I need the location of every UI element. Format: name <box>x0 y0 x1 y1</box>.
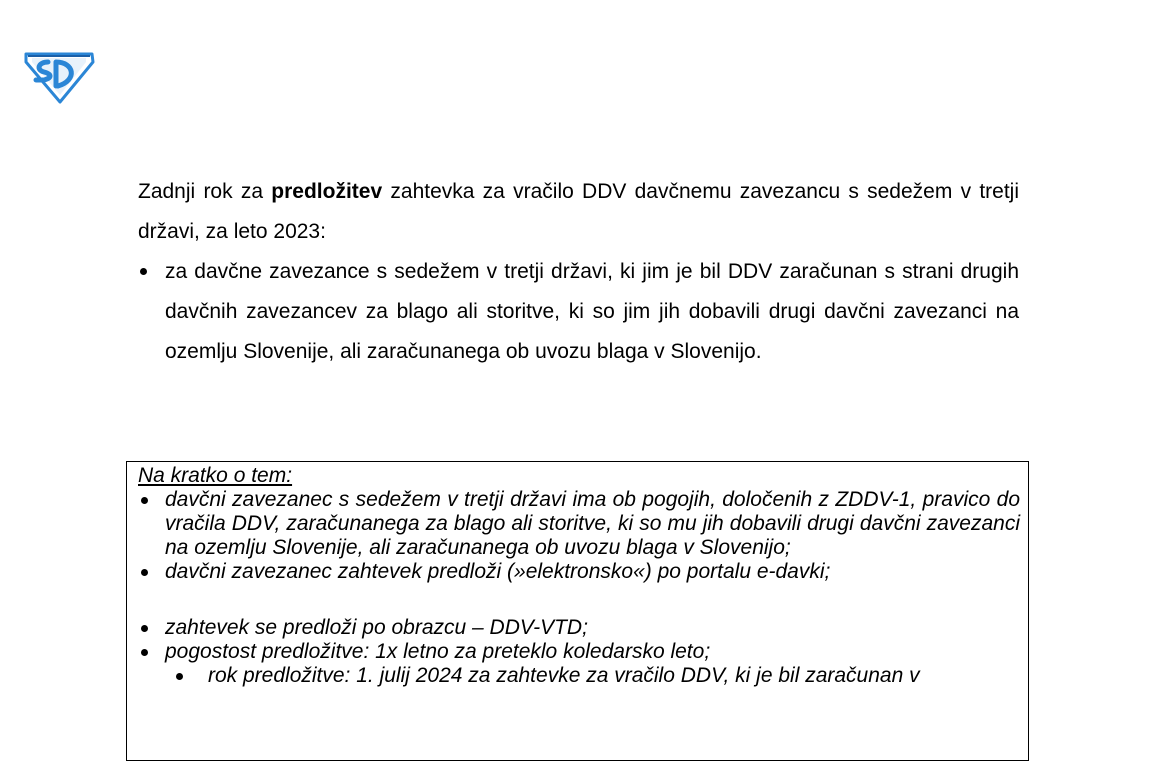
summary-subitem: rok predložitve: 1. julij 2024 za zahtevke za vračilo DDV, ki je bil zaračunan v <box>138 664 1020 688</box>
summary-item: davčni zavezanec zahtevek predloži (»elektronsko«) po portalu e-davki; <box>138 560 1020 584</box>
intro-text-bold: predložitev <box>271 180 383 203</box>
intro-text-a: Zadnji rok za <box>138 180 272 203</box>
summary-box <box>126 461 1029 761</box>
intro-paragraph <box>138 172 1019 252</box>
company-logo <box>22 48 96 104</box>
intro-bullet-list <box>138 252 1019 372</box>
summary-box-title: Na kratko o tem: <box>138 464 293 487</box>
summary-item: pogostost predložitve: 1x letno za preteklo koledarsko leto; <box>138 640 1020 664</box>
summary-list <box>138 488 1020 688</box>
intro-section <box>138 172 1019 372</box>
sd-shield-logo-icon <box>22 48 96 104</box>
summary-item: davčni zavezanec s sedežem v tretji državi ima ob pogojih, določenih z ZDDV-1, pravico do vračila DDV, zaračunanega za blago ali storitve, ki so mu jih dobavili drugi davčni zavezanci na ozemlju Slovenije, ali zaračunanega ob uvozu blaga v Slovenijo; <box>138 488 1020 560</box>
intro-text-b: zahtevka za vračilo DDV davčnemu zavezancu s sedežem v tretji državi, za leto 2023: <box>138 180 1019 243</box>
intro-bullet-item: za davčne zavezance s sedežem v tretji državi, ki jim je bil DDV zaračunan s strani drugih davčnih zavezancev za blago ali storitve, ki so jim jih dobavili drugi davčni zavezanci na ozemlju Slovenije, ali zaračunanega ob uvozu blaga v Slovenijo. <box>138 252 1019 372</box>
summary-item: zahtevek se predloži po obrazcu – DDV-VTD; <box>138 616 1020 640</box>
